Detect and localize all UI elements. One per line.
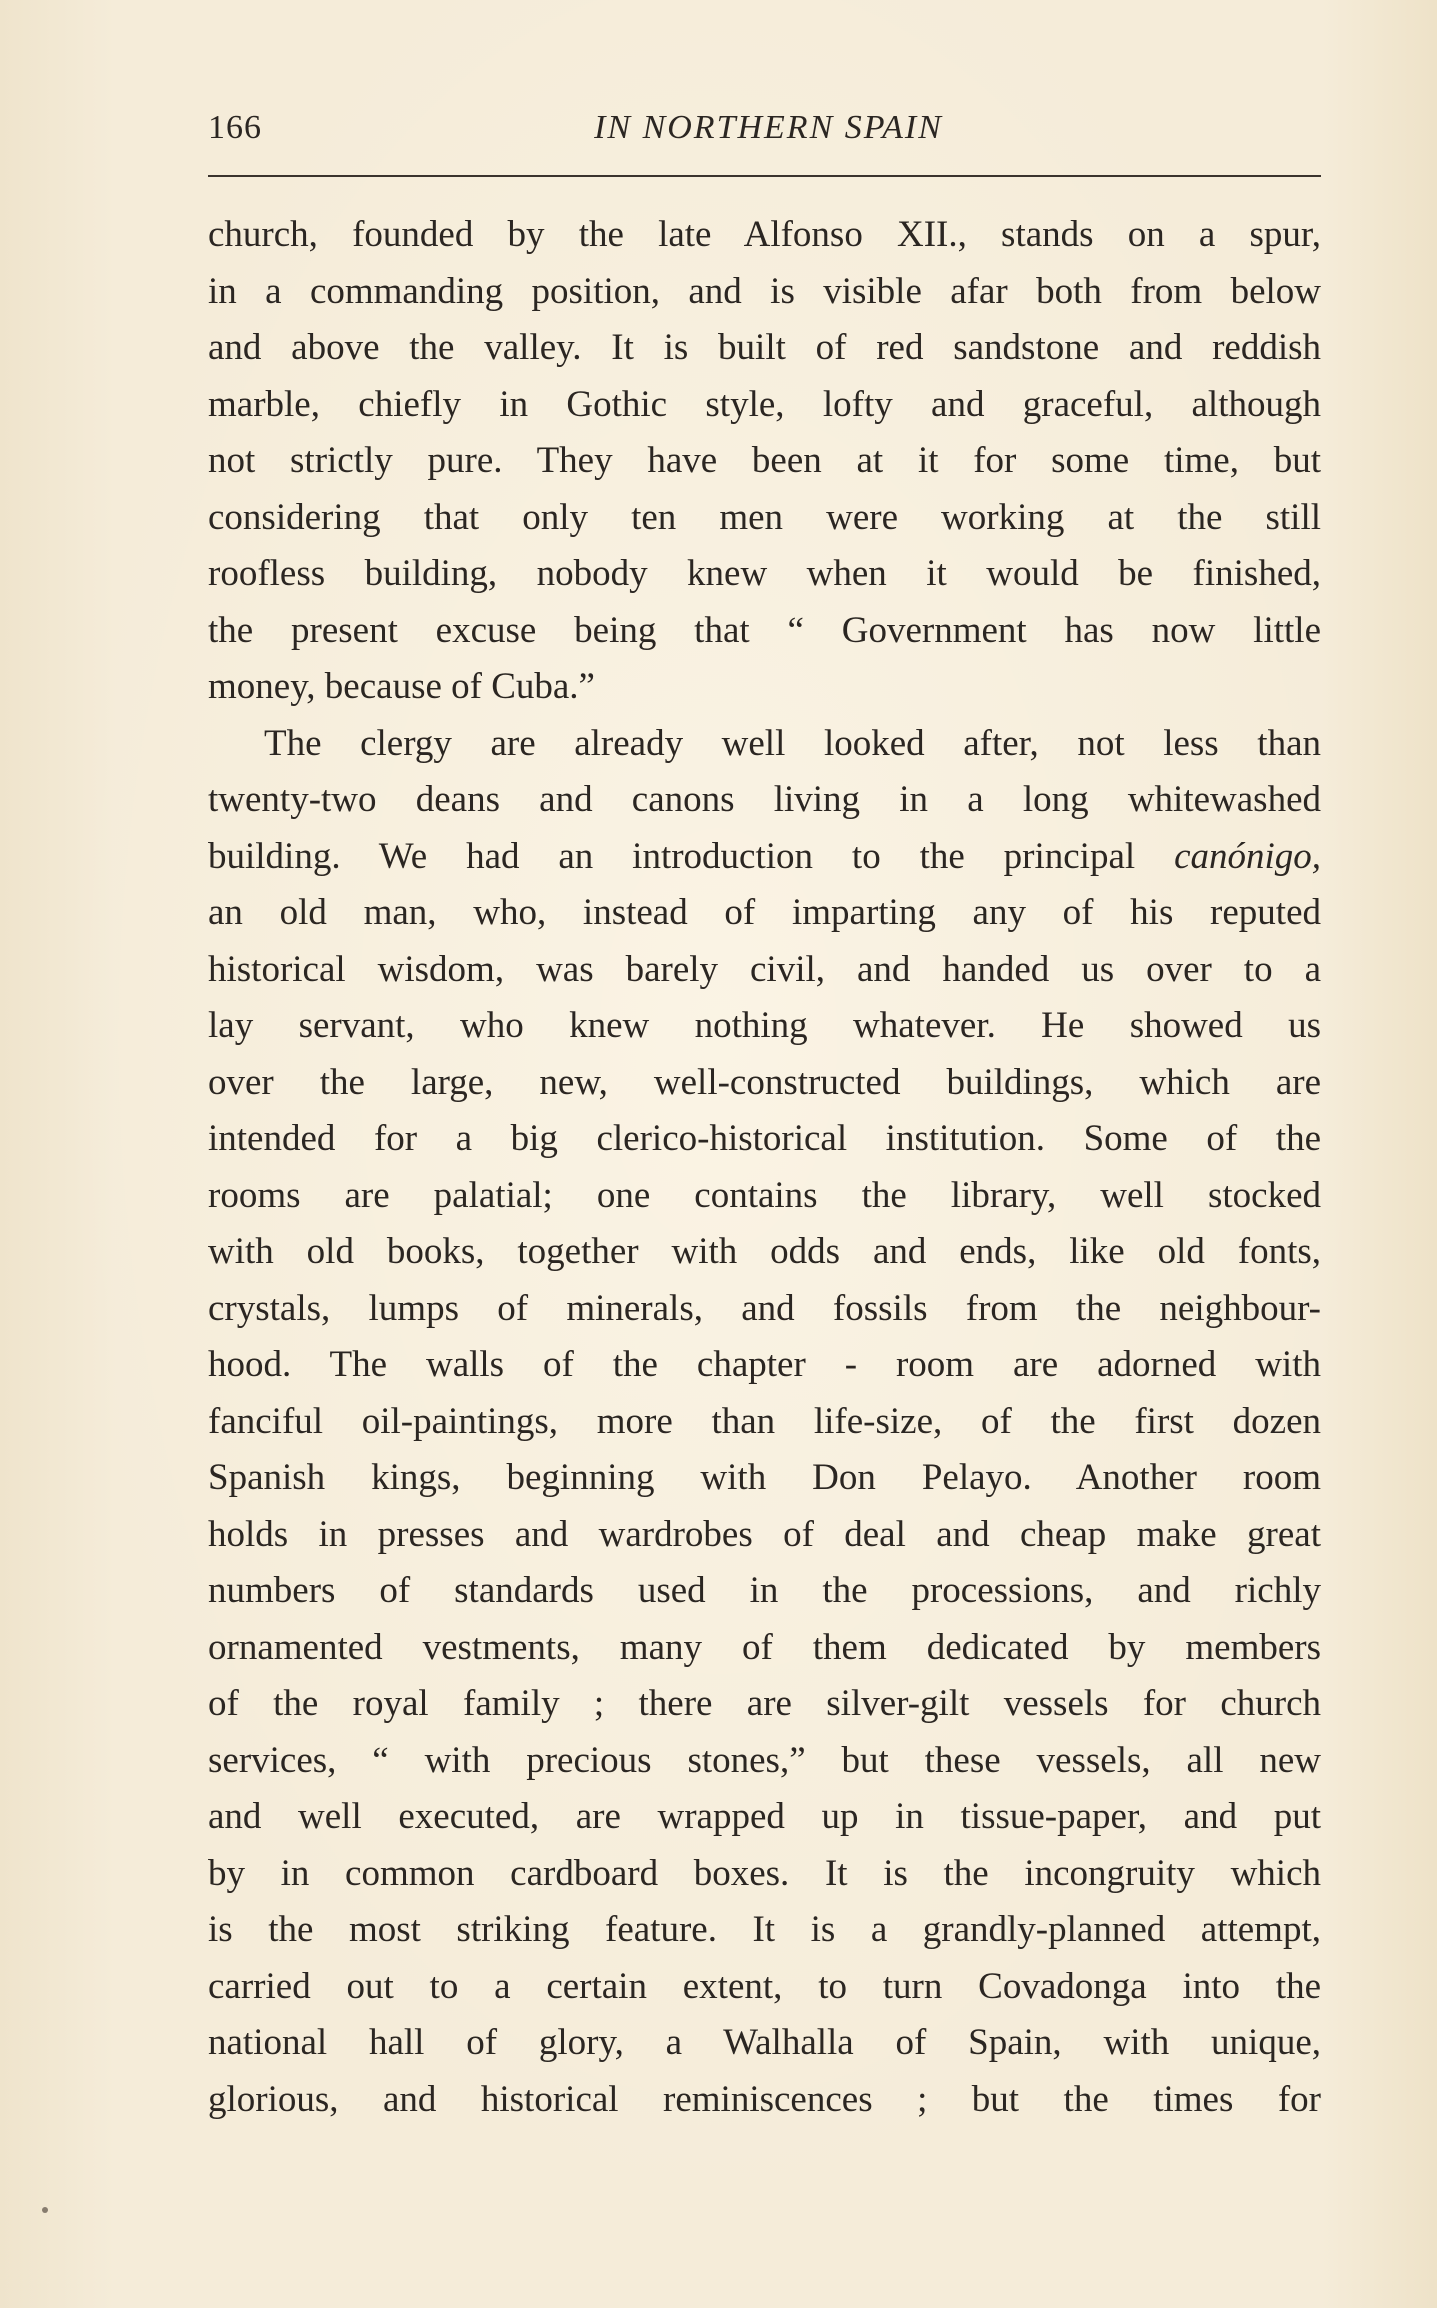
header-rule [208,175,1321,177]
text-line: and above the valley. It is built of red sandstone and reddish [208,327,1321,368]
text-line: church, founded by the late Alfonso XII., stands on a spur, [208,214,1321,255]
text-line: historical wisdom, was barely civil, and handed us over to a [208,948,1321,990]
text-line: national hall of glory, a Walhalla of Spain, with unique, [208,2022,1321,2063]
text-line: of the royal family ; there are silver-gilt vessels for church [208,1683,1321,1724]
text-line: not strictly pure. They have been at it for some time, but [208,440,1321,481]
text-segment: building. We had an introduction to the principal [208,835,1136,877]
text-line: ornamented vestments, many of them dedicated by members [208,1626,1321,1668]
text-line: an old man, who, instead of imparting any of his reputed [208,892,1321,933]
paragraph-first-line: The clergy are already well looked after, not less than [264,722,1321,764]
text-line: and well executed, are wrapped up in tissue-paper, and put [208,1796,1321,1837]
text-line: is the most striking feature. It is a grandly-planned attempt, [208,1909,1321,1950]
text-line: intended for a big clerico-historical institution. Some of the [208,1118,1321,1159]
text-line: twenty-two deans and canons living in a long whitewashed [208,779,1321,820]
text-line: with old books, together with odds and ends, like old fonts, [208,1231,1321,1272]
text-line: hood. The walls of the chapter - room are adorned with [208,1344,1321,1385]
italic-word: canónigo, [1174,835,1321,877]
running-head [208,100,1321,156]
running-title: IN NORTHERN SPAIN [594,109,943,146]
text-line: Spanish kings, beginning with Don Pelayo. Another room [208,1457,1321,1498]
text-line: glorious, and historical reminiscences ; but the times for [208,2078,1321,2120]
text-line: numbers of standards used in the processions, and richly [208,1570,1321,1611]
text-line: crystals, lumps of minerals, and fossils from the neighbour- [208,1287,1321,1329]
text-line: marble, chiefly in Gothic style, lofty and graceful, although [208,383,1321,425]
text-line: carried out to a certain extent, to turn Covadonga into the [208,1965,1321,2007]
text-line-with-italic [208,829,1321,886]
page-number: 166 [208,109,262,146]
text-line: money, because of Cuba.” [208,666,595,707]
text-line: in a commanding position, and is visible afar both from below [208,270,1321,312]
body-text [208,207,1321,2128]
text-line: considering that only ten men were working at the still [208,496,1321,538]
text-line: the present excuse being that “ Government has now little [208,609,1321,651]
text-line: lay servant, who knew nothing whatever. He showed us [208,1005,1321,1046]
text-line: roofless building, nobody knew when it would be finished, [208,553,1321,594]
text-line: services, “ with precious stones,” but these vessels, all new [208,1739,1321,1781]
paper-speck [42,2207,48,2213]
text-line: fanciful oil-paintings, more than life-size, of the first dozen [208,1400,1321,1442]
text-line: by in common cardboard boxes. It is the incongruity which [208,1852,1321,1894]
text-line: holds in presses and wardrobes of deal and cheap make great [208,1513,1321,1555]
text-line: rooms are palatial; one contains the library, well stocked [208,1174,1321,1216]
text-line: over the large, new, well-constructed buildings, which are [208,1061,1321,1103]
